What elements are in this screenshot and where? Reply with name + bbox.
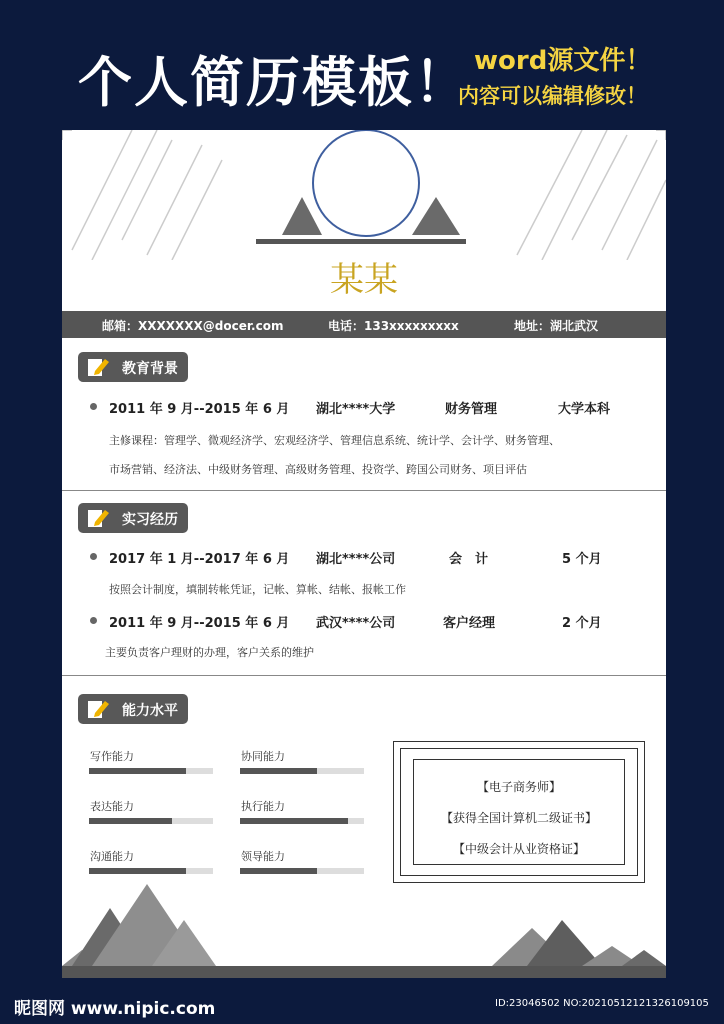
job-role: 客户经理 [443,616,496,631]
skill-bar [240,768,364,774]
image-id-watermark: ID:23046502 NO:20210512121326109105 [495,998,709,1009]
job-period: 2011 年 9 月--2015 年 6 月 [109,616,290,631]
skill-bar [89,768,213,774]
divider [62,675,666,676]
skill-bar [89,818,213,824]
certificate-box [393,741,645,883]
contact-bar [62,311,666,338]
skill-level-fill [89,818,172,824]
section-header-internship [78,503,188,533]
site-watermark: 昵图网 www.nipic.com [14,999,216,1019]
skill-label: 表达能力 [90,800,134,813]
section-title: 能力水平 [122,703,178,719]
pen-icon [86,507,110,529]
photo-placeholder[interactable] [312,130,420,237]
job-duration: 2 个月 [562,616,602,631]
certificate-item: 【获得全国计算机二级证书】 [440,811,597,825]
section-title: 实习经历 [122,512,178,528]
skill-bar [240,868,364,874]
section-header-education [78,352,188,382]
skill-level-fill [240,818,348,824]
section-title: 教育背景 [122,361,178,377]
person-name: 某某 [330,260,398,300]
edu-period: 2011 年 9 月--2015 年 6 月 [109,402,290,417]
skill-label: 执行能力 [241,800,285,813]
skill-level-fill [89,868,186,874]
edu-school: 湖北****大学 [316,402,396,417]
skill-level-fill [240,868,317,874]
edu-courses-line-1: 主修课程：管理学、微观经济学、宏观经济学、管理信息系统、统计学、会计学、财务管理、 [109,434,560,447]
skill-bar [89,868,213,874]
bullet [90,553,97,560]
skill-level-fill [89,768,186,774]
pen-icon [86,698,110,720]
job-period: 2017 年 1 月--2017 年 6 月 [109,552,290,567]
skill-level-fill [240,768,317,774]
pen-icon [86,356,110,378]
edu-major: 财务管理 [445,402,498,417]
job-company: 湖北****公司 [316,552,396,567]
job-duration: 5 个月 [562,552,602,567]
phone-text: 电话：133xxxxxxxxx [328,319,459,333]
resume-page [62,130,666,978]
bullet [90,617,97,624]
skill-bar [240,818,364,824]
skill-label: 领导能力 [241,850,285,863]
email-text: 邮箱：XXXXXXX@docer.com [102,319,284,333]
skill-label: 协同能力 [241,750,285,763]
banner-title: 个人简历模板！ [78,51,470,114]
section-header-ability [78,694,188,724]
certificate-list [413,759,625,865]
job-description: 主要负责客户理财的办理，客户关系的维护 [105,646,314,659]
banner-subtitle-2: 内容可以编辑修改！ [458,84,647,108]
skill-label: 沟通能力 [90,850,134,863]
banner-subtitle-1: word源文件！ [474,46,652,76]
skill-label: 写作能力 [90,750,134,763]
edu-degree: 大学本科 [558,402,611,417]
edu-courses-line-2: 市场营销、经济法、中级财务管理、高级财务管理、投资学、跨国公司财务、项目评估 [109,463,527,476]
certificate-item: 【中级会计从业资格证】 [452,842,585,856]
certificate-item: 【电子商务师】 [476,780,561,794]
job-role: 会 计 [449,552,489,567]
job-company: 武汉****公司 [316,616,396,631]
mountain-decoration [62,878,666,978]
divider [62,490,666,491]
footer-bar [62,966,666,978]
bullet [90,403,97,410]
address-text: 地址：湖北武汉 [514,319,599,333]
certificate-frame [400,748,638,876]
job-description: 按照会计制度，填制转帐凭证，记帐、算帐、结帐、报帐工作 [109,583,406,596]
